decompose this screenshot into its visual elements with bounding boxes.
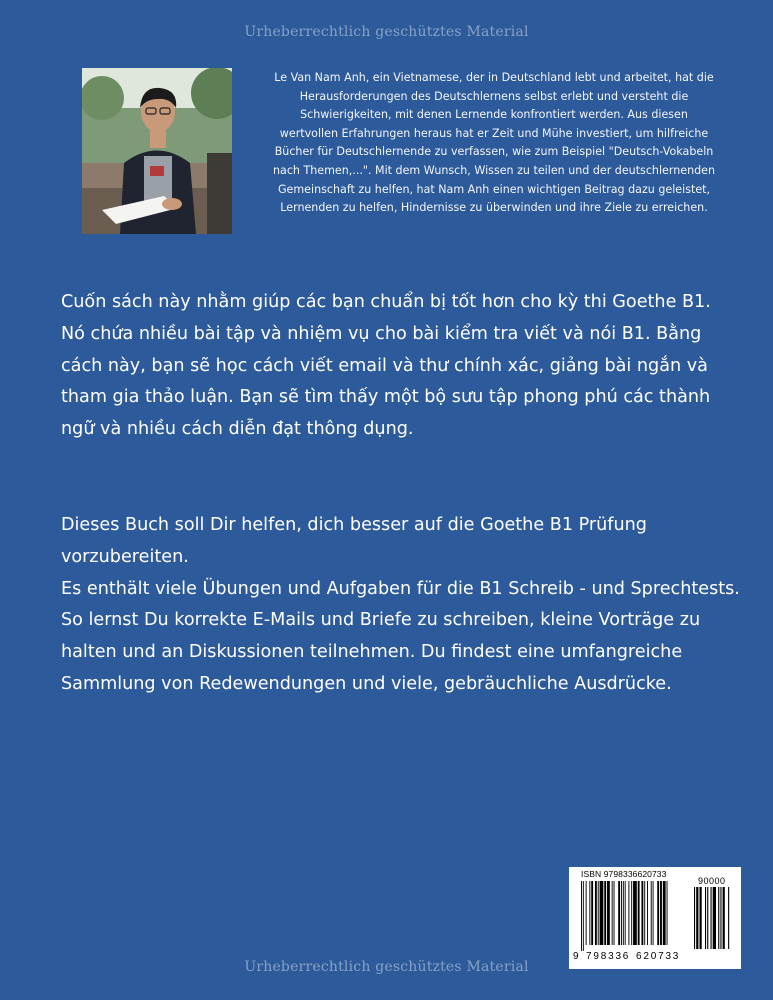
barcode-bar <box>589 881 590 945</box>
barcode-bar <box>694 887 695 949</box>
ean-first-digit: 9 <box>573 951 579 962</box>
barcode-bar <box>638 881 640 945</box>
barcode-bar <box>644 881 645 945</box>
barcode-bar <box>707 887 708 949</box>
barcode-bar <box>653 881 654 945</box>
addon-barcode-bars <box>694 887 734 951</box>
description-german: Dieses Buch soll Dir helfen, dich besser auf die Goethe B1 Prüfung vorzubereiten. Es enthält viele Übungen und Aufgaben für die B1 Schreib - und Sprechtests. So lernst Du korrekte E-Mails und Briefe zu schreiben, kleine Vorträge zu halten und an Diskussionen teilnehmen. Du findest eine umfangreiche Sammlung von Redewendungen und viele, gebräuchliche Ausdrücke. <box>61 515 740 694</box>
barcode-bar <box>600 881 604 945</box>
barcode-bar <box>614 881 615 945</box>
barcode-bar <box>723 887 725 949</box>
description-vietnamese: Cuốn sách này nhằm giúp các bạn chuẩn bị tốt hơn cho kỳ thi Goethe B1. Nó chứa nhiều bài tập và nhiệm vụ cho bài kiểm tra viết và nói B1. Bằng cách này, bạn sẽ học cách viết email và thư chính xác, giảng bài ngắn và tham gia thảo luận. Bạn sẽ tìm thấy một bộ sưu tập phong phú các thành ngữ và nhiều cách diễn đạt thông dụng. <box>61 292 711 440</box>
ean-digits-right: 620733 <box>636 951 681 962</box>
barcode-bar <box>581 881 582 951</box>
author-photo <box>82 68 232 234</box>
barcode-bar <box>633 881 637 945</box>
barcode-bar <box>621 881 622 945</box>
barcode-bar <box>631 881 632 945</box>
ean-digits-left: 798336 <box>586 951 631 962</box>
price-addon-number: 90000 <box>698 876 726 886</box>
watermark-top: Urheberrechtlich geschütztes Material <box>244 24 529 40</box>
barcode-bar <box>618 881 620 945</box>
barcode-bar <box>711 887 712 949</box>
barcode-bar <box>623 881 624 945</box>
barcode-bar <box>720 887 721 949</box>
barcode-bar <box>700 887 702 949</box>
barcode-bar <box>604 881 606 945</box>
barcode-bar <box>591 881 593 945</box>
barcode-bar <box>728 887 729 949</box>
barcode-bar <box>660 881 662 945</box>
watermark-bottom: Urheberrechtlich geschütztes Material <box>244 959 529 975</box>
barcode-bar <box>612 881 613 945</box>
barcode-bar <box>595 881 597 945</box>
barcode-bar <box>598 881 599 945</box>
author-bio: Le Van Nam Anh, ein Vietnamese, der in Deutschland lebt und arbeitet, hat die Herausforderungen des Deutschlernens selbst erlebt und versteht die Schwierigkeiten, mit denen Lernende konfrontiert werden. Aus diesen wertvollen Erfahrungen heraus hat er Zeit und Mühe investiert, um hilfreiche Bücher für Deutschlernende zu verfassen, wie zum Beispiel "Deutsch-Vokabeln nach Themen,...". Mit dem Wunsch, Wissen zu teilen und der deutschlernenden Gemeinschaft zu helfen, hat Nam Anh einen wichtigen Beitrag dazu geleistet, Lernenden zu helfen, Hindernisse zu überwinden und ihre Ziele zu erreichen. <box>272 71 716 215</box>
barcode-bar <box>667 881 668 945</box>
barcode-bar <box>647 881 648 945</box>
barcode-bar <box>705 887 706 949</box>
author-photo-icon <box>82 68 232 234</box>
barcode-bar <box>651 881 652 945</box>
barcode-bar <box>713 887 716 949</box>
barcode-bar <box>607 881 610 945</box>
barcode-bar <box>583 881 584 951</box>
barcode-bar <box>696 887 698 949</box>
ean-barcode-bars <box>581 881 689 951</box>
barcode-bar <box>586 881 587 945</box>
barcode-bar <box>718 887 719 949</box>
barcode-bar <box>641 881 643 945</box>
barcode-bar <box>657 881 659 945</box>
barcode-bar <box>628 881 629 945</box>
barcode-bar <box>625 881 626 945</box>
isbn-barcode <box>569 867 741 969</box>
barcode-bar <box>663 881 666 945</box>
isbn-label: ISBN 9798336620733 <box>581 869 667 879</box>
